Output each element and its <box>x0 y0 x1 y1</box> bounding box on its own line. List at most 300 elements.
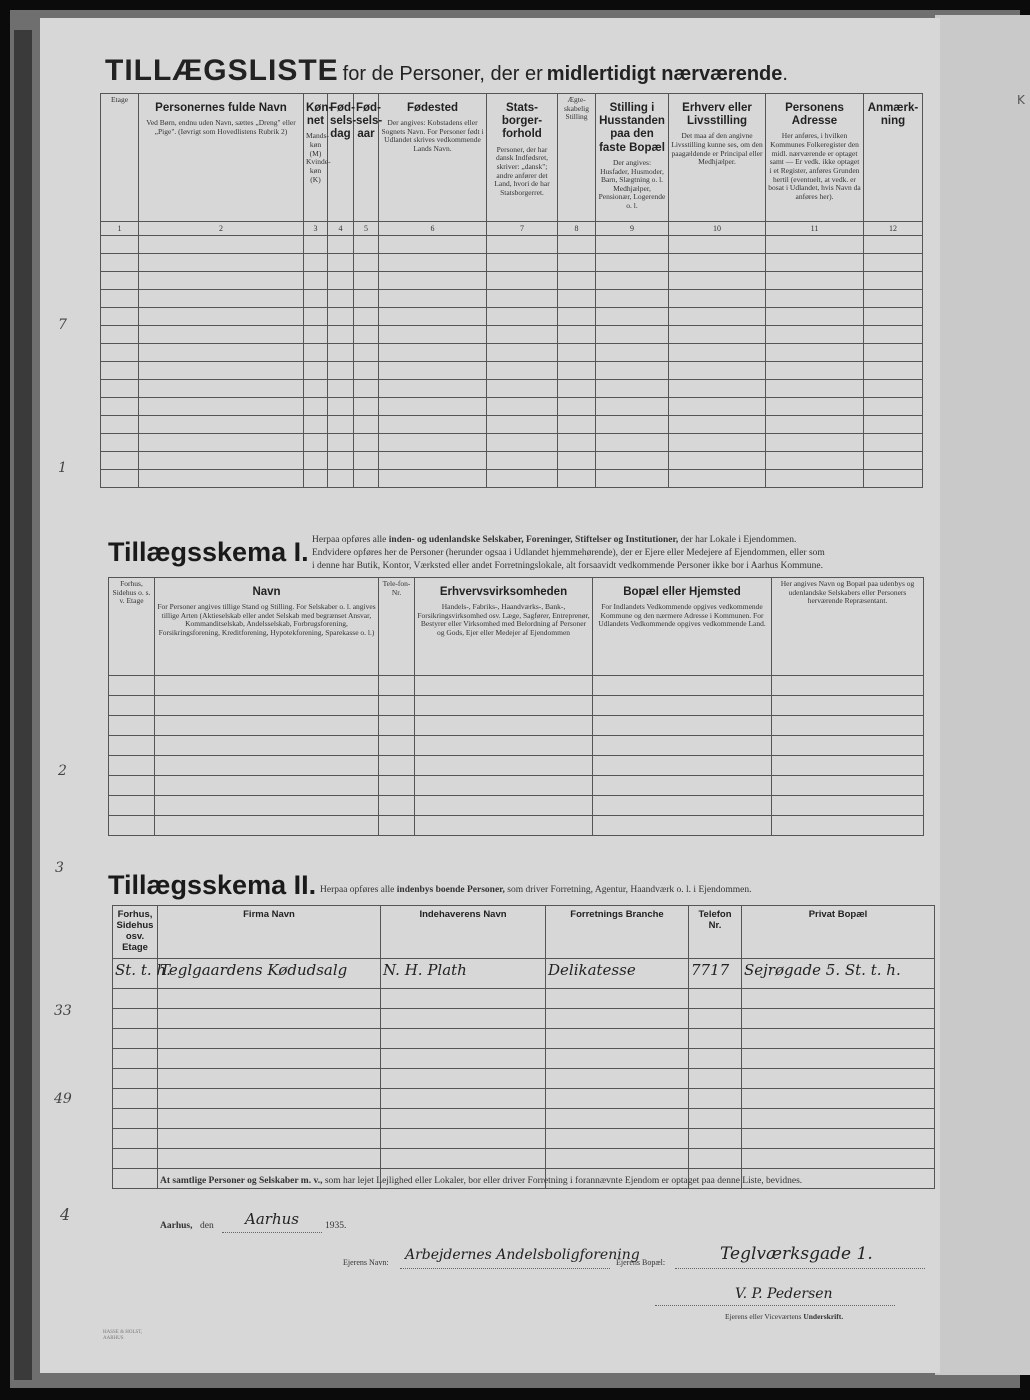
s1-header-detail: For Personer angives tillige Stand og Stilling. For Selskaber o. l. angives tillige Arten (Aktieselskab eller andet Selskab med begrænset Ansvar, Kommanditselskab, Andelsselskab, Forbrugsforening, Forsikringsforening, Kreditforening, Hypotekforening, Sparekasse o. l.) <box>157 602 376 638</box>
list-cell <box>669 344 766 362</box>
skema1-cell <box>772 736 924 756</box>
skema2-cell <box>546 1088 689 1108</box>
attest-bold: At samtlige Personer og Selskaber m. v., <box>160 1176 323 1186</box>
attest-rest: som har lejet Lejlighed eller Lokaler, bor eller driver Forretning i forannævnte Ejendom er optaget paa denne Liste, bevidnes. <box>324 1176 803 1186</box>
list-cell <box>101 416 139 434</box>
skema1-cell <box>109 736 155 756</box>
list-cell <box>379 254 487 272</box>
signature-underline <box>655 1305 895 1306</box>
list-column-number: 8 <box>558 222 596 236</box>
title-end: . <box>782 63 788 85</box>
attestation-text <box>160 1176 930 1186</box>
list-header-bold: Stilling i Husstanden paa den faste Bopæl <box>599 102 665 154</box>
main-title <box>105 54 925 88</box>
list-header-bold: Fødested <box>406 102 459 114</box>
skema1-cell <box>109 756 155 776</box>
skema2-header-row <box>113 906 935 959</box>
skema2-cell <box>546 1108 689 1128</box>
skema1-cell <box>772 776 924 796</box>
skema2-row <box>113 1048 935 1068</box>
skema2-cell <box>113 1048 158 1068</box>
list-header-detail: Etage <box>110 95 129 104</box>
list-cell <box>354 416 379 434</box>
list-column-number: 1 <box>101 222 139 236</box>
list-cell <box>304 434 328 452</box>
list-cell <box>379 434 487 452</box>
list-cell <box>596 272 669 290</box>
margin-note-1: 7 <box>58 317 67 333</box>
list-cell <box>379 290 487 308</box>
list-cell <box>139 344 304 362</box>
list-cell <box>766 380 864 398</box>
skema2-cell <box>546 1148 689 1168</box>
facing-page-mark: K <box>1017 93 1025 107</box>
date-den: den <box>200 1221 214 1231</box>
list-cell <box>101 254 139 272</box>
list-header-1 <box>101 94 139 222</box>
list-cell <box>558 416 596 434</box>
list-cell <box>864 362 923 380</box>
list-row <box>101 452 923 470</box>
margin-note-2: 1 <box>58 460 67 476</box>
skema2-row <box>113 1028 935 1048</box>
list-cell <box>101 434 139 452</box>
list-header-detail: Personer, der har dansk Indfødsret, skriver: „dansk"; andre anfører det Land, hvori de har Statsborgerret. <box>494 144 550 197</box>
skema1-cell <box>772 676 924 696</box>
list-cell <box>558 434 596 452</box>
list-cell <box>304 344 328 362</box>
owner-name-underline <box>400 1268 610 1269</box>
skema1-row <box>109 756 924 776</box>
list-column-number: 9 <box>596 222 669 236</box>
list-cell <box>139 290 304 308</box>
s1-header-detail: Forhus, Sidehus o. s. v. Etage <box>112 579 151 606</box>
list-cell <box>669 272 766 290</box>
list-cell <box>304 452 328 470</box>
list-cell <box>558 344 596 362</box>
list-cell <box>354 308 379 326</box>
margin-note-7: 4 <box>60 1205 71 1224</box>
list-column-number: 4 <box>328 222 354 236</box>
list-cell <box>354 236 379 254</box>
skema1-desc-bold: inden- og udenlandske Selskaber, Foreninger, Stiftelser og Institutioner, <box>388 535 679 545</box>
list-cell <box>596 434 669 452</box>
list-cell <box>139 380 304 398</box>
list-cell <box>669 326 766 344</box>
list-cell <box>304 362 328 380</box>
margin-note-3: 2 <box>58 763 67 779</box>
skema1-cell <box>155 816 379 836</box>
list-column-number: 5 <box>354 222 379 236</box>
list-header-detail: Ægte-skabelig Stilling <box>564 95 589 122</box>
skema2-cell <box>113 1088 158 1108</box>
list-cell <box>139 398 304 416</box>
skema2-cell <box>742 1048 935 1068</box>
list-cell <box>766 326 864 344</box>
skema2-cell <box>546 1008 689 1028</box>
list-cell <box>354 362 379 380</box>
skema1-cell <box>155 696 379 716</box>
list-column-number: 11 <box>766 222 864 236</box>
list-cell <box>328 272 354 290</box>
skema1-cell <box>109 776 155 796</box>
list-cell <box>101 308 139 326</box>
list-row <box>101 416 923 434</box>
list-cell <box>379 362 487 380</box>
signature-label-bold: Underskrift. <box>803 1312 844 1321</box>
skema2-cell <box>689 1068 742 1088</box>
s2-header-3 <box>381 906 546 959</box>
list-cell <box>304 380 328 398</box>
list-cell <box>379 236 487 254</box>
list-cell <box>596 326 669 344</box>
list-cell <box>558 272 596 290</box>
list-cell <box>669 236 766 254</box>
skema1-cell <box>772 716 924 736</box>
skema1-cell <box>155 756 379 776</box>
entry-bopael <box>742 958 935 988</box>
list-cell <box>328 308 354 326</box>
entry-bopael-text: Sejrøgade 5. St. t. h. <box>744 960 901 979</box>
skema1-row <box>109 816 924 836</box>
list-cell <box>558 308 596 326</box>
skema1-header-row <box>109 578 924 676</box>
list-cell <box>487 416 558 434</box>
list-cell <box>487 326 558 344</box>
skema1-row <box>109 676 924 696</box>
list-column-number: 7 <box>487 222 558 236</box>
skema1-body <box>109 676 924 836</box>
skema2-description <box>320 884 930 897</box>
list-cell <box>596 416 669 434</box>
skema2-cell <box>158 988 381 1008</box>
list-cell <box>304 272 328 290</box>
list-cell <box>864 452 923 470</box>
skema2-cell <box>158 1028 381 1048</box>
skema1-desc-line2: Endvidere opføres her de Personer (herunder ogsaa i Udlandet hjemmehørende), der er Ejere eller Medejere af Ejendommen, eller som <box>312 548 825 558</box>
skema1-cell <box>415 716 593 736</box>
signature-label-text: Ejerens eller Viceværtens <box>725 1312 802 1321</box>
skema2-cell <box>742 988 935 1008</box>
skema2-title: Tillægsskema II. <box>108 870 317 900</box>
owner-name-handwriting: Arbejdernes Andelsboligforening <box>405 1247 640 1263</box>
list-cell <box>669 416 766 434</box>
list-cell <box>139 326 304 344</box>
list-cell <box>596 308 669 326</box>
list-cell <box>766 416 864 434</box>
list-header-detail: Der angives: Husfader, Husmoder, Barn, Slægtning o. l. Medhjælper, Pensionær, Logerende o. l. <box>598 157 666 210</box>
list-cell <box>864 434 923 452</box>
list-cell <box>101 470 139 488</box>
signature-label <box>725 1312 843 1321</box>
date-handwriting: Aarhus <box>245 1210 299 1228</box>
skema2-cell <box>381 1008 546 1028</box>
list-cell <box>379 452 487 470</box>
skema2-cell <box>546 1128 689 1148</box>
date-city: Aarhus, <box>160 1221 193 1231</box>
list-cell <box>487 290 558 308</box>
skema1-cell <box>109 716 155 736</box>
list-cell <box>139 272 304 290</box>
list-cell <box>354 344 379 362</box>
skema1-cell <box>379 716 415 736</box>
list-cell <box>596 470 669 488</box>
list-cell <box>304 290 328 308</box>
skema2-cell <box>742 1148 935 1168</box>
printer-mark: HASSE & HOLST, AARHUS <box>103 1330 143 1341</box>
list-cell <box>596 380 669 398</box>
list-column-number: 2 <box>139 222 304 236</box>
skema1-cell <box>379 676 415 696</box>
s1-header-6 <box>772 578 924 676</box>
skema2-cell <box>689 1128 742 1148</box>
skema2-cell <box>113 1148 158 1168</box>
s1-header-3 <box>379 578 415 676</box>
list-header-detail: Her anføres, i hvilken Kommunes Folkeregister den midl. nærværende er optaget samt — Er vedk. ikke optaget i et Register, anføres Grunden hertil (eventuelt, at vedk. er bosat i Udlandet, hvis Navn da anføres her). <box>768 131 861 201</box>
skema1-cell <box>772 816 924 836</box>
list-number-row <box>101 222 923 236</box>
skema2-cell <box>689 1108 742 1128</box>
facing-page <box>935 15 1030 1375</box>
list-cell <box>328 416 354 434</box>
list-row <box>101 344 923 362</box>
entry-etage-text: St. t. h. <box>115 960 171 979</box>
list-header-3 <box>304 94 333 222</box>
list-cell <box>354 380 379 398</box>
list-cell <box>864 254 923 272</box>
list-cell <box>139 434 304 452</box>
list-column-number: 6 <box>379 222 487 236</box>
list-cell <box>558 470 596 488</box>
skema2-cell <box>113 1108 158 1128</box>
list-cell <box>354 326 379 344</box>
list-row <box>101 434 923 452</box>
list-cell <box>328 362 354 380</box>
list-cell <box>328 434 354 452</box>
list-cell <box>101 362 139 380</box>
s1-header-detail: Tele-fon-Nr. <box>382 579 411 597</box>
list-header-12 <box>864 94 923 222</box>
skema2-cell <box>546 1068 689 1088</box>
list-header-11 <box>766 94 864 222</box>
list-header-bold: Anmærk-ning <box>867 102 919 128</box>
list-cell <box>379 308 487 326</box>
skema2-cell <box>689 1048 742 1068</box>
skema2-body <box>113 958 935 1188</box>
margin-note-5: 33 <box>54 1003 72 1019</box>
list-cell <box>328 326 354 344</box>
skema1-cell <box>155 716 379 736</box>
skema2-cell <box>689 988 742 1008</box>
title-bold: midlertidigt nærværende <box>546 63 783 85</box>
list-cell <box>487 362 558 380</box>
list-header-bold: Erhverv eller Livsstilling <box>682 102 752 128</box>
list-cell <box>328 344 354 362</box>
list-row <box>101 308 923 326</box>
list-column-number: 12 <box>864 222 923 236</box>
list-cell <box>766 434 864 452</box>
skema1-cell <box>593 716 772 736</box>
skema2-cell <box>381 1148 546 1168</box>
skema2-cell <box>158 1108 381 1128</box>
skema2-cell <box>742 1088 935 1108</box>
list-header-bold: Køn-net <box>306 102 333 128</box>
list-header-6 <box>379 94 487 222</box>
s1-header-detail: Her angives Navn og Bopæl paa udenbys og udenlandske Selskabers eller Personers herværende Repræsentant. <box>780 579 915 606</box>
list-cell <box>328 290 354 308</box>
skema1-cell <box>109 816 155 836</box>
list-cell <box>354 254 379 272</box>
skema1-cell <box>415 736 593 756</box>
entry-indehaver <box>381 958 546 988</box>
list-cell <box>766 254 864 272</box>
skema2-cell <box>381 988 546 1008</box>
list-cell <box>354 272 379 290</box>
skema2-row <box>113 1148 935 1168</box>
s2-header-label: Telefon Nr. <box>698 909 732 931</box>
s2-header-label: Forretnings Branche <box>570 909 664 920</box>
list-header-bold: Personernes fulde Navn <box>155 102 287 114</box>
list-cell <box>864 344 923 362</box>
skema1-cell <box>109 676 155 696</box>
skema1-cell <box>593 776 772 796</box>
list-cell <box>558 398 596 416</box>
skema1-cell <box>593 736 772 756</box>
list-cell <box>766 308 864 326</box>
skema1-row <box>109 796 924 816</box>
skema1-title: Tillægsskema I. <box>108 537 309 567</box>
skema1-cell <box>415 776 593 796</box>
owner-address-underline <box>675 1268 925 1269</box>
list-row <box>101 272 923 290</box>
skema2-cell <box>546 1048 689 1068</box>
list-cell <box>354 434 379 452</box>
list-cell <box>487 272 558 290</box>
skema2-cell <box>381 1068 546 1088</box>
list-cell <box>766 470 864 488</box>
skema2-cell <box>546 988 689 1008</box>
list-cell <box>596 290 669 308</box>
skema1-cell <box>593 756 772 776</box>
list-cell <box>669 362 766 380</box>
s2-header-label: Privat Bopæl <box>808 909 868 920</box>
owner-name-label: Ejerens Navn: <box>343 1258 389 1267</box>
list-cell <box>669 398 766 416</box>
s1-header-bold: Erhvervsvirksomheden <box>439 586 568 598</box>
skema1-cell <box>109 696 155 716</box>
list-cell <box>766 236 864 254</box>
list-cell <box>139 254 304 272</box>
list-header-5 <box>354 94 383 222</box>
list-cell <box>379 272 487 290</box>
list-cell <box>864 236 923 254</box>
skema1-cell <box>379 816 415 836</box>
skema1-table <box>108 577 924 836</box>
s1-header-detail: Handels-, Fabriks-, Haandværks-, Bank-, Forsikringsvirksomhed osv. Læge, Sagfører, Entreprenør, Bestyrer eller Virksomhed med Belordning af Personer og Gods, Ejer eller Medejer af Ejendommen <box>417 602 590 638</box>
list-cell <box>487 398 558 416</box>
list-cell <box>596 236 669 254</box>
entry-indehaver-text: N. H. Plath <box>383 960 467 979</box>
skema2-row <box>113 1008 935 1028</box>
list-row <box>101 362 923 380</box>
list-header-row <box>101 94 923 222</box>
list-header-2 <box>139 94 304 222</box>
skema2-desc-prefix: Herpaa opføres alle <box>320 885 395 895</box>
list-cell <box>596 362 669 380</box>
skema1-cell <box>155 796 379 816</box>
list-cell <box>304 236 328 254</box>
margin-note-6: 49 <box>54 1091 72 1107</box>
list-cell <box>487 380 558 398</box>
list-cell <box>487 344 558 362</box>
skema1-description <box>312 534 927 573</box>
book-spine <box>14 30 32 1380</box>
list-cell <box>304 416 328 434</box>
list-cell <box>864 308 923 326</box>
s2-header-label: Forhus, Sidehus osv. Etage <box>116 909 154 953</box>
list-cell <box>354 452 379 470</box>
skema1-desc-line1-rest: der har Lokale i Ejendommen. <box>680 535 797 545</box>
s1-header-1 <box>109 578 155 676</box>
list-cell <box>304 308 328 326</box>
list-cell <box>101 344 139 362</box>
skema2-cell <box>689 1088 742 1108</box>
skema1-cell <box>593 696 772 716</box>
skema2-desc-rest: som driver Forretning, Agentur, Haandværk o. l. i Ejendommen. <box>507 885 752 895</box>
skema1-cell <box>415 676 593 696</box>
title-part1: for de Personer, der er <box>342 63 543 85</box>
skema2-cell <box>158 1048 381 1068</box>
list-cell <box>379 398 487 416</box>
skema2-cell <box>689 1028 742 1048</box>
s2-header-1 <box>113 906 158 959</box>
skema1-cell <box>379 776 415 796</box>
list-row <box>101 236 923 254</box>
skema1-cell <box>379 796 415 816</box>
list-column-number: 3 <box>304 222 328 236</box>
skema2-cell <box>158 1148 381 1168</box>
skema1-row <box>109 716 924 736</box>
skema2-cell <box>742 1108 935 1128</box>
list-row <box>101 398 923 416</box>
list-cell <box>669 380 766 398</box>
list-cell <box>139 452 304 470</box>
owner-address-label: Ejerens Bopæl: <box>616 1258 666 1267</box>
list-cell <box>766 290 864 308</box>
entry-firma-text: Teglgaardens Kødudsalg <box>160 960 348 979</box>
list-cell <box>558 236 596 254</box>
skema1-cell <box>772 796 924 816</box>
skema1-cell <box>415 816 593 836</box>
list-cell <box>864 470 923 488</box>
list-cell <box>864 416 923 434</box>
skema2-cell <box>546 1028 689 1048</box>
list-cell <box>328 470 354 488</box>
list-cell <box>864 380 923 398</box>
list-cell <box>328 236 354 254</box>
s2-header-4 <box>546 906 689 959</box>
list-cell <box>596 254 669 272</box>
list-row <box>101 380 923 398</box>
skema1-cell <box>379 696 415 716</box>
skema2-cell <box>742 1008 935 1028</box>
margin-note-4: 3 <box>55 860 64 876</box>
list-cell <box>766 344 864 362</box>
owner-address-handwriting: Teglværksgade 1. <box>720 1244 873 1264</box>
entry-etage <box>113 958 171 988</box>
list-cell <box>669 470 766 488</box>
skema1-row <box>109 736 924 756</box>
